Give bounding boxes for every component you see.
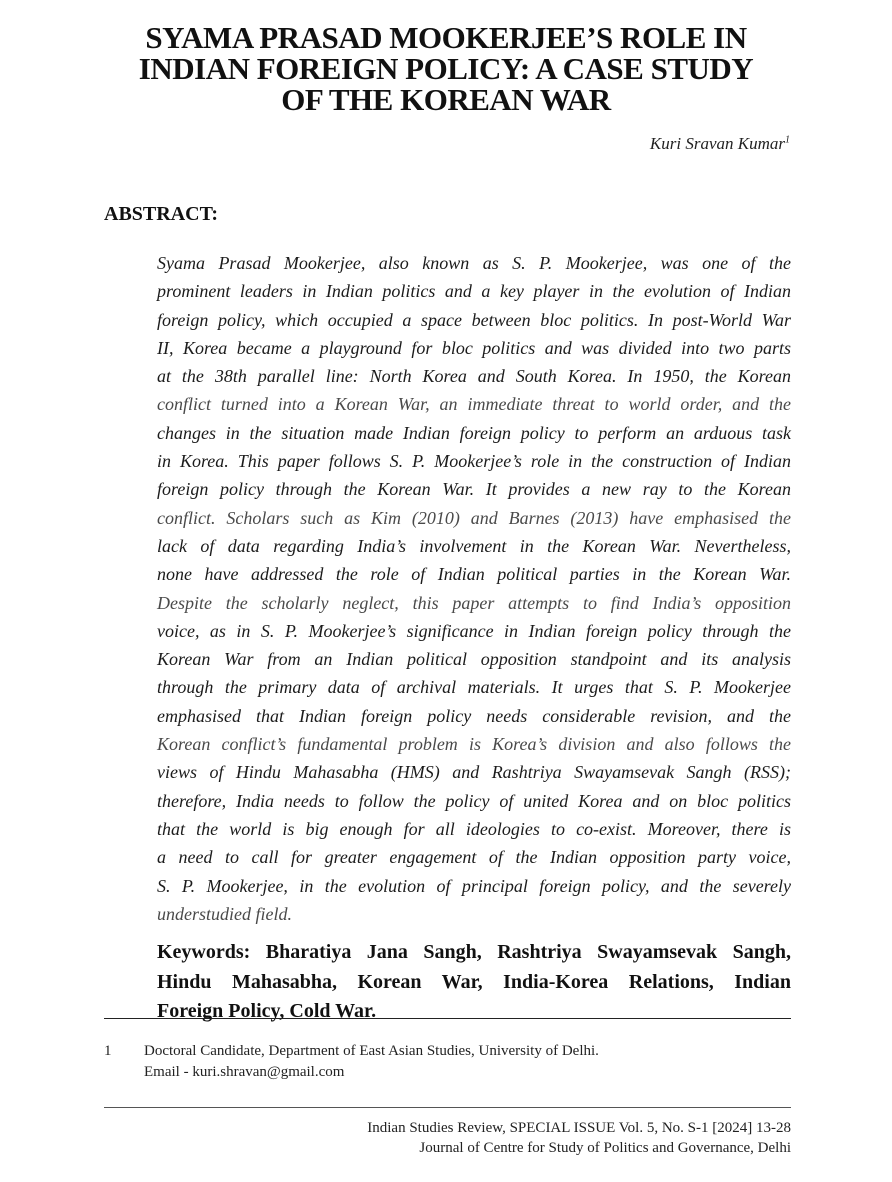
abstract-line: foreign policy through the Korean War. It provides a new ray to the Korean bbox=[157, 479, 791, 500]
abstract-body bbox=[157, 249, 791, 928]
abstract-line: understudied field. bbox=[157, 903, 292, 924]
abstract-line: Despite the scholarly neglect, this paper attempts to find India’s opposition bbox=[157, 592, 791, 613]
abstract-heading: ABSTRACT: bbox=[104, 203, 219, 225]
abstract-line: at the 38th parallel line: North Korea and South Korea. In 1950, the Korean bbox=[157, 366, 791, 387]
keywords-line: Keywords: Bharatiya Jana Sangh, Rashtriya Swayamsevak Sangh, bbox=[157, 941, 791, 963]
abstract-line: conflict turned into a Korean War, an immediate threat to world order, and the bbox=[157, 394, 791, 415]
abstract-line: that the world is big enough for all ideologies to co-exist. Moreover, there is bbox=[157, 818, 791, 839]
abstract-line: none have addressed the role of Indian political parties in the Korean War. bbox=[157, 564, 791, 585]
abstract-line: conflict. Scholars such as Kim (2010) and Barnes (2013) have emphasised the bbox=[157, 507, 791, 528]
journal-publisher: Journal of Centre for Study of Politics and Governance, Delhi bbox=[419, 1140, 791, 1156]
keywords-line: Hindu Mahasabha, Korean War, India-Korea Relations, Indian bbox=[157, 970, 791, 993]
footnote-email: Email - kuri.shravan@gmail.com bbox=[144, 1064, 345, 1080]
keywords-line: Foreign Policy, Cold War. bbox=[157, 1000, 377, 1022]
abstract-line: views of Hindu Mahasabha (HMS) and Rashtriya Swayamsevak Sangh (RSS); bbox=[157, 762, 791, 783]
footnote-separator bbox=[104, 1018, 791, 1019]
abstract-line: therefore, India needs to follow the policy of united Korea and on bloc politics bbox=[157, 790, 791, 811]
abstract-line: Syama Prasad Mookerjee, also known as S. P. Mookerjee, was one of the bbox=[157, 253, 791, 273]
abstract-line: Korean War from an Indian political opposition standpoint and its analysis bbox=[157, 649, 791, 670]
paper-title bbox=[60, 22, 832, 115]
abstract-line: changes in the situation made Indian foreign policy to perform an arduous task bbox=[157, 422, 791, 443]
journal-footer bbox=[367, 1118, 791, 1158]
title-line: INDIAN FOREIGN POLICY: A CASE STUDY bbox=[138, 51, 754, 86]
title-line: SYAMA PRASAD MOOKERJEE’S ROLE IN bbox=[145, 20, 747, 55]
author-footnote-mark: 1 bbox=[785, 134, 790, 146]
author-byline bbox=[650, 134, 790, 154]
abstract-line: S. P. Mookerjee, in the evolution of principal foreign policy, and the severely bbox=[157, 875, 791, 896]
title-line: OF THE KOREAN WAR bbox=[281, 82, 611, 117]
footnote-mark: 1 bbox=[104, 1043, 112, 1059]
abstract-line: in Korea. This paper follows S. P. Mookerjee’s role in the construction of Indian bbox=[157, 451, 791, 472]
abstract-line: voice, as in S. P. Mookerjee’s significance in Indian foreign policy through the bbox=[157, 620, 791, 641]
author-name: Kuri Sravan Kumar bbox=[649, 134, 785, 153]
abstract-line: emphasised that Indian foreign policy needs considerable revision, and the bbox=[157, 705, 791, 726]
abstract-line: through the primary data of archival materials. It urges that S. P. Mookerjee bbox=[157, 677, 791, 698]
journal-citation: Indian Studies Review, SPECIAL ISSUE Vol. 5, No. S-1 [2024] 13-28 bbox=[367, 1120, 791, 1136]
abstract-line: Korean conflict’s fundamental problem is Korea’s division and also follows the bbox=[157, 734, 791, 755]
abstract-line: II, Korea became a playground for bloc politics and was divided into two parts bbox=[157, 337, 791, 358]
footnote-text: Doctoral Candidate, Department of East Asian Studies, University of Delhi. bbox=[144, 1043, 599, 1059]
keywords-block bbox=[157, 938, 791, 1027]
abstract-line: a need to call for greater engagement of the Indian opposition party voice, bbox=[157, 847, 791, 868]
footer-separator bbox=[104, 1107, 791, 1108]
abstract-line: prominent leaders in Indian politics and a key player in the evolution of Indian bbox=[157, 281, 791, 302]
abstract-line: lack of data regarding India’s involvement in the Korean War. Nevertheless, bbox=[157, 535, 791, 556]
abstract-line: foreign policy, which occupied a space between bloc politics. In post-World War bbox=[157, 309, 791, 330]
